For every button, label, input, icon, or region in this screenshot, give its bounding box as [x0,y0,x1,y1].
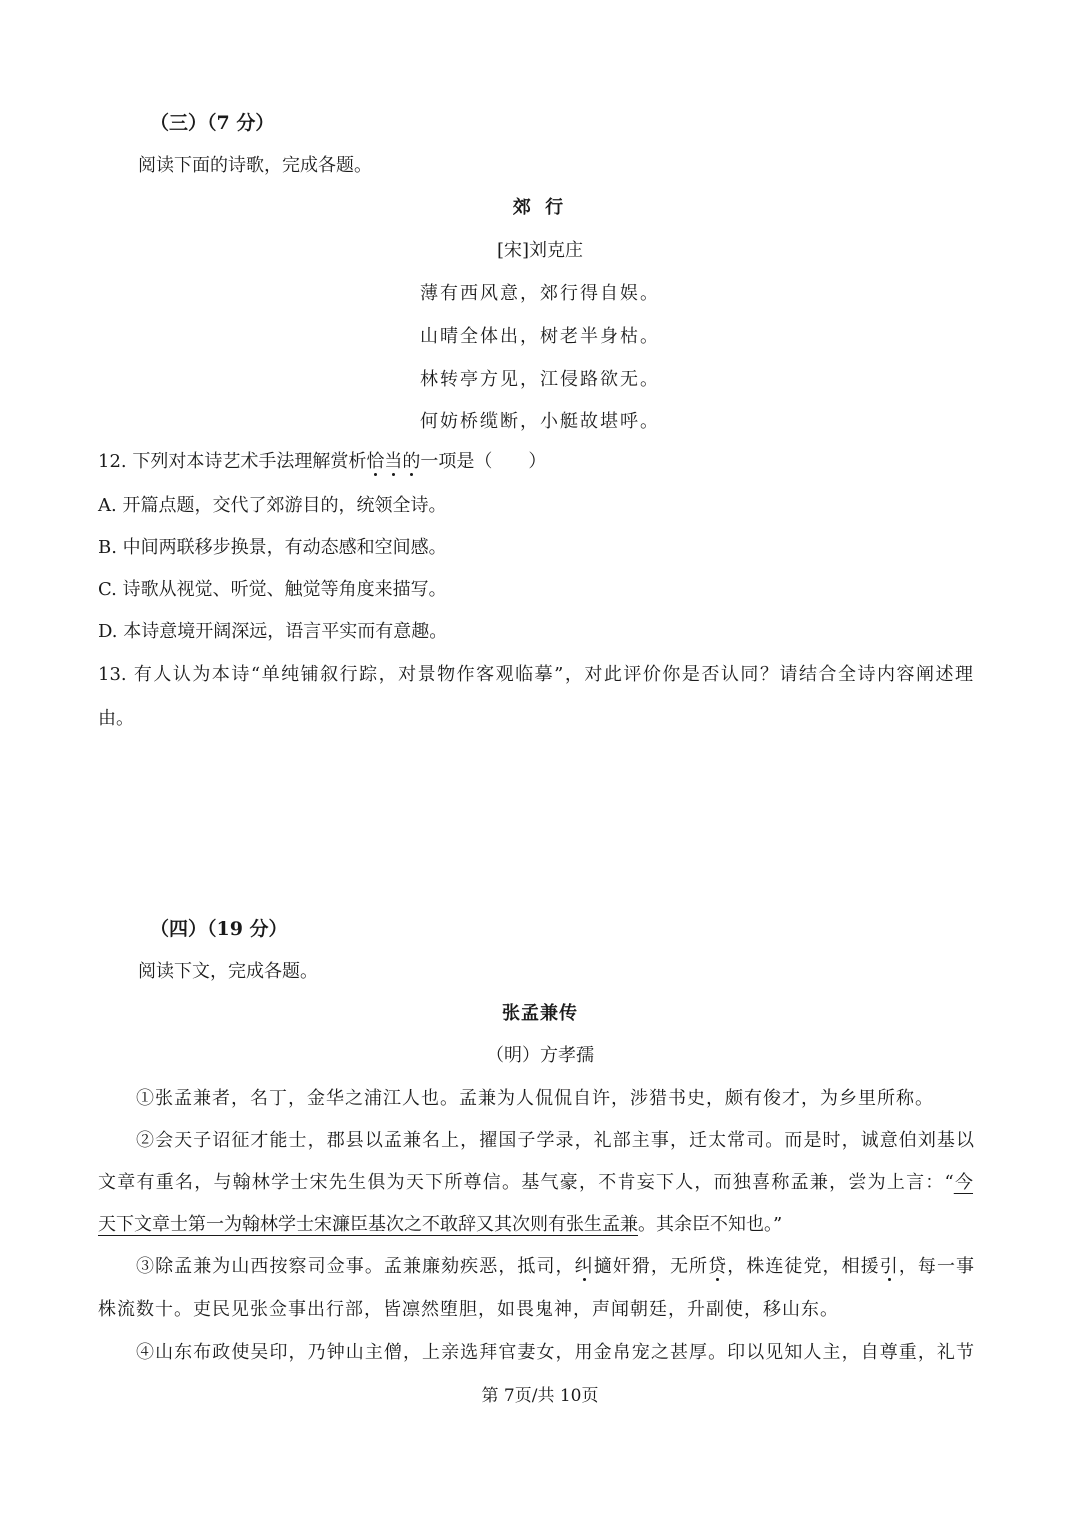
underlined-sentence: 天下文章士第一为翰林学士宋濂臣基次之不敢辞又其次则有张生孟兼 [98,1214,638,1235]
paragraph-2-tail: 。其余臣不知也。” [638,1214,783,1235]
emphasis-char: 纠 [574,1256,594,1277]
p3-text: 擿奸猾，无所 [593,1256,709,1277]
option-c: C. 诗歌从视觉、听觉、触觉等角度来描写。 [98,579,447,600]
passage-title: 张孟兼传 [502,1003,578,1024]
page-footer: 第 7页/共 10页 [481,1386,599,1406]
paragraph-3-line-2: 株流数十。吏民见张佥事出行部，皆凛然堕胆，如畏鬼神，声闻朝廷，升副使，移山东。 [98,1299,839,1320]
question-12-tail: 一项是（ ） [420,451,547,472]
p3-text: ③除孟兼为山西按察司佥事。孟兼廉劾疾恶，抵司， [136,1256,575,1277]
question-13-line-2: 由。 [98,708,134,729]
paragraph-2-text: 文章有重名，与翰林学士宋先生俱为天下所尊信。基气豪，不肯妄下人，而独喜称孟兼，尝为上言：“ [98,1172,954,1193]
paragraph-3-line-1 [136,1254,974,1280]
question-12-text: 12. 下列对本诗艺术手法理解赏析 [98,451,367,472]
emphasis-char: 的 [402,451,421,472]
poem-title: 郊 行 [512,197,568,218]
paragraph-2-line-2 [98,1170,973,1196]
p3-text: ，株连徒党，相援 [727,1256,880,1277]
poem-line-1: 薄有西风意，郊行得自娱。 [420,283,660,304]
emphasis-char: 恰 [366,451,385,472]
option-d: D. 本诗意境开阔深远，语言平实而有意趣。 [98,621,448,642]
emphasis-char: 当 [384,451,403,472]
option-a: A. 开篇点题，交代了郊游目的，统领全诗。 [98,495,447,516]
question-12 [98,449,546,475]
underlined-text: 今 [953,1172,974,1193]
paragraph-2-line-1: ②会天子诏征才能士，郡县以孟兼名上，擢国子学录，礼部主事，迁太常司。而是时，诚意伯刘基以 [136,1130,974,1151]
poem-author: [宋]刘克庄 [496,240,584,261]
passage-author: （明）方孝孺 [486,1045,594,1066]
question-13-line-1: 13. 有人认为本诗“单纯铺叙行踪，对景物作客观临摹”，对此评价你是否认同？请结合全诗内容阐述理 [98,664,973,685]
section-4-instruction: 阅读下文，完成各题。 [138,961,318,982]
option-b: B. 中间两联移步换景，有动态感和空间感。 [98,537,447,558]
paragraph-2-line-3 [98,1212,782,1238]
poem-line-3: 林转亭方见，江侵路欲无。 [420,369,660,390]
paragraph-1: ①张孟兼者，名丁，金华之浦江人也。孟兼为人侃侃自许，涉猎书史，颇有俊才，为乡里所称。 [136,1088,934,1109]
section-4-heading: （四）（19 分） [150,918,288,940]
emphasis-char: 引 [879,1256,899,1277]
paragraph-4-line-1: ④山东布政使吴印，乃钟山主僧，上亲选拜官妻女，用金帛宠之甚厚。印以见知人主，自尊重，礼节 [136,1342,974,1363]
section-3-heading: （三）（7 分） [150,112,275,134]
section-3-instruction: 阅读下面的诗歌，完成各题。 [138,155,372,176]
emphasis-char: 贷 [708,1256,728,1277]
p3-text: ，每一事 [898,1256,975,1277]
poem-line-2: 山晴全体出，树老半身枯。 [420,326,660,347]
poem-line-4: 何妨桥缆断，小艇故堪呼。 [420,411,660,432]
